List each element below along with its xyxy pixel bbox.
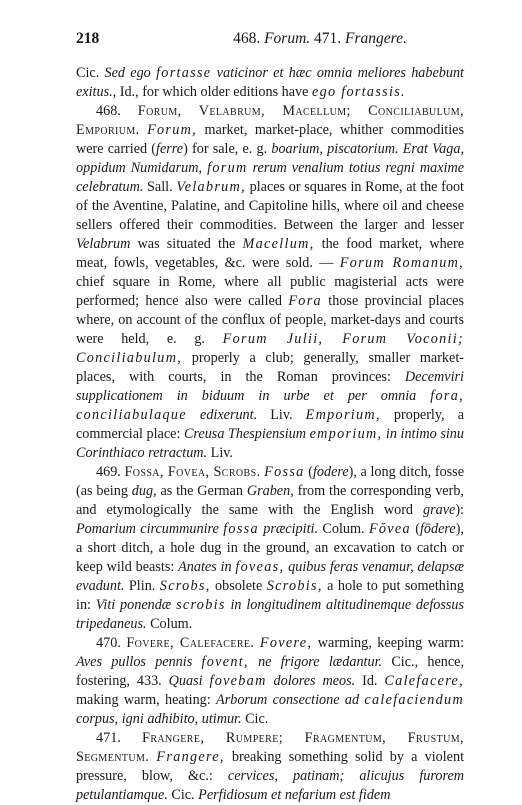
running-head	[176, 30, 464, 48]
text-run: Pomarium circummunire	[76, 521, 224, 537]
text-run: Erat Vaga, oppidum Numidarum,	[76, 141, 465, 176]
text-run: fodere	[312, 464, 349, 480]
text-run: Fovere,	[259, 635, 313, 651]
text-run: Frangere,	[156, 749, 225, 765]
page-number: 218	[76, 30, 100, 47]
text-run: cervices, patinam; alicujus furorem petulantiamque.	[76, 768, 464, 803]
text-run: Anates in	[178, 559, 236, 575]
text-run: ), a short ditch, a hole dug in the ground, an excavation to catch or keep wild beasts:	[76, 521, 464, 575]
text-run: fossa	[223, 521, 259, 537]
text-run: a hole to put something in:	[76, 578, 464, 613]
text-run: Decemviri supplicationem in biduum in urbe et per omnia	[76, 369, 464, 404]
text-run: , from the corresponding verb, and etymologically the same with the English word	[76, 483, 464, 518]
text-run: Graben	[246, 483, 291, 499]
text-run: Cic.	[167, 787, 199, 803]
text-run: Perfidiosum et nefarium est fidem	[198, 787, 391, 803]
text-run: Quasi	[168, 673, 210, 689]
text-run: making warm, heating:	[76, 692, 217, 708]
text-run: in longitudinem altitudinemque defossus tripedaneus.	[76, 597, 465, 632]
text-run: calefaciendum	[364, 692, 464, 708]
text-run: scrobis	[176, 597, 226, 613]
text-run	[140, 122, 147, 138]
text-run: Emporium,	[305, 407, 381, 423]
text-run: 470.	[96, 635, 127, 651]
text-run: Conciliabulum,	[76, 350, 183, 366]
text-run: , Id., for which older editions have	[112, 84, 312, 100]
text-run: Scrobs,	[159, 578, 211, 594]
text-run: Calefacere,	[384, 673, 464, 689]
text-run: edixerunt.	[186, 407, 258, 423]
text-run: Velabrum	[76, 236, 131, 252]
text-run: fovent,	[201, 654, 249, 670]
text-run: Cic.	[241, 711, 269, 727]
text-run: properly a club; generally, smaller market-places, with courts, in the Roman provinces:	[76, 350, 464, 385]
text-run: Id.	[355, 673, 385, 689]
text-run: the food market, where meat, fowls, vegetables, &c. were sold. —	[76, 236, 464, 271]
text-run: places or squares in Rome, at the foot of the Aventine, Palatine, and Capitoline hills, where oil and cheese sellers offered their commodities. Between the larger and lesser	[76, 179, 464, 233]
text-run: Arborum consectione ad	[216, 692, 365, 708]
text-run: Velabrum,	[176, 179, 246, 195]
text-run: dolores meos.	[266, 673, 356, 689]
text-run: Cic., hence, fostering, 433.	[76, 654, 465, 689]
text-run: Sed ego	[104, 65, 157, 81]
text-run: Frangere, Rumpere; Fragmentum, Frustum, Segmentum.	[76, 730, 464, 765]
text-run: boarium, piscatorium.	[271, 141, 399, 157]
text-run: fora, conciliabulaque	[76, 388, 464, 423]
text-run: forum	[207, 160, 248, 176]
text-run: breaking something solid by a violent pressure, blow, &c.:	[76, 749, 465, 784]
running-head-word-start: Forum.	[264, 30, 311, 47]
text-run: those provincial places where, on account of the conflux of people, market-days and courts were held, e. g.	[76, 293, 464, 347]
paragraph-cont	[76, 64, 464, 102]
paragraph-sec-469	[76, 463, 464, 634]
text-run: dug	[131, 483, 154, 499]
text-run: 471.	[96, 730, 143, 746]
text-run: Sall.	[143, 179, 177, 195]
text-run: quibus feras venamur, delapsæ evadunt.	[76, 559, 464, 594]
text-run: Creusa Thespiensium	[183, 426, 310, 442]
running-head-section-start: 468.	[233, 30, 261, 47]
text-run: Fossa	[264, 464, 305, 480]
text-run: Liv.	[257, 407, 306, 423]
text-run: in intimo sinu Corinthiaco retractum.	[76, 426, 464, 461]
text-run: market, market-place, whither commodities were carried (	[76, 122, 464, 157]
text-run: Forum Julii, Forum Voconii;	[222, 331, 464, 347]
body-text	[76, 64, 464, 805]
text-run: ) for sale, e. g.	[183, 141, 272, 157]
text-run: vaticinor et hæc omnia meliores habebunt exitus.	[76, 65, 464, 100]
text-run: corpus, igni adhibito, utimur.	[76, 711, 242, 727]
text-run: chief square in Rome, where all public magisterial acts were performed; hence also were called	[76, 274, 464, 309]
text-run: ), a long ditch, fosse (as being	[76, 464, 464, 499]
text-run: Fossa, Fovea, Scrobs.	[124, 464, 261, 480]
text-run: properly, a commercial place:	[76, 407, 464, 442]
text-run: ferre	[156, 141, 184, 157]
text-run: fortasse	[156, 65, 212, 81]
text-run: ego fortassis.	[312, 84, 406, 100]
text-run: Cic.	[76, 65, 105, 81]
page-header	[76, 30, 464, 56]
text-run: Plin.	[124, 578, 160, 594]
text-run: obsolete	[210, 578, 267, 594]
text-run: Macellum,	[242, 236, 315, 252]
text-run: Viti ponendæ	[95, 597, 177, 613]
text-run: ne frigore lædantur.	[248, 654, 383, 670]
text-run: Liv.	[207, 445, 233, 461]
text-run: rerum venalium totius regni maxime celebratum.	[76, 160, 465, 195]
text-run: Forum,	[147, 122, 198, 138]
text-run: 468.	[96, 103, 138, 119]
text-run: Aves pullos pennis	[76, 654, 202, 670]
text-run: Colum.	[146, 616, 193, 632]
running-head-section-end: 471.	[314, 30, 342, 47]
text-run: , as the German	[153, 483, 247, 499]
text-run: Forum Romanum,	[339, 255, 464, 271]
text-run: (	[304, 464, 313, 480]
paragraph-sec-471	[76, 729, 464, 805]
text-run: Fŏvea	[368, 521, 411, 537]
text-run: 469.	[96, 464, 125, 480]
text-run: was situated the	[130, 236, 243, 252]
text-run: fōdere	[419, 521, 456, 537]
text-run: fovebam	[209, 673, 267, 689]
paragraph-sec-470	[76, 634, 464, 729]
running-head-word-end: Frangere.	[345, 30, 407, 47]
text-run: foveas,	[235, 559, 285, 575]
paragraph-sec-468	[76, 102, 464, 463]
text-run: Fora	[288, 293, 322, 309]
text-run: Forum, Velabrum, Macellum; Conciliabulum, Emporium.	[76, 103, 465, 138]
text-run: emporium,	[309, 426, 383, 442]
text-run: (	[410, 521, 420, 537]
text-run: grave	[423, 502, 456, 518]
text-run: præcipiti.	[258, 521, 319, 537]
text-run: Fovere, Calefacere.	[126, 635, 255, 651]
text-run: Scrobis,	[266, 578, 323, 594]
text-run: Colum.	[318, 521, 369, 537]
text-run: warming, keeping warm:	[312, 635, 465, 651]
text-run: ):	[455, 502, 464, 518]
